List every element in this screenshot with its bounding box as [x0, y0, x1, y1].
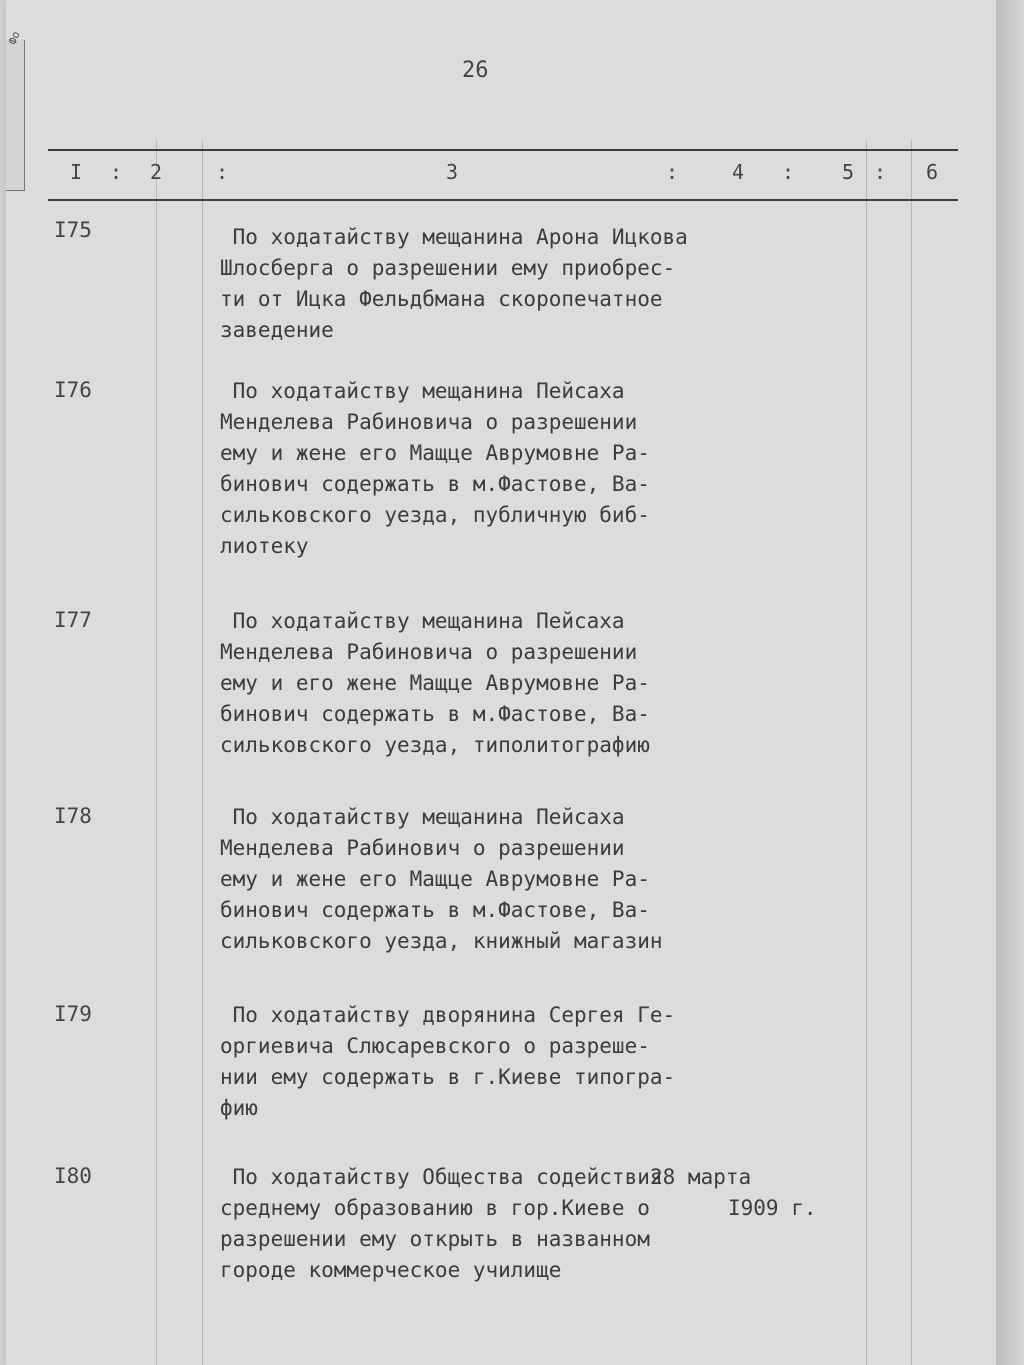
column-header-6: 6	[926, 160, 939, 184]
header-top-rule	[48, 149, 958, 151]
entry-text	[220, 376, 820, 562]
column-separator: :	[666, 160, 679, 184]
entry-text	[220, 802, 820, 957]
entry-line: Менделева Рабинович о разрешении	[220, 836, 625, 860]
entry-line: сильковского уезда, публичную биб-	[220, 503, 650, 527]
date-line: 28 марта	[650, 1165, 752, 1189]
column-divider	[202, 140, 203, 1365]
entry-text	[220, 222, 820, 346]
entry-line: Менделева Рабиновича о разрешении	[220, 410, 638, 434]
entry-line: ти от Ицка Фельдбмана скоропечатное	[220, 287, 663, 311]
entry-line: разрешении ему открыть в названном	[220, 1227, 650, 1251]
edge-label: Фо	[6, 29, 23, 47]
entry-line: ему и жене его Мащце Аврумовне Ра-	[220, 867, 650, 891]
column-header-1: I	[70, 160, 83, 184]
entry-line: сильковского уезда, книжный магазин	[220, 929, 663, 953]
entry-line: бинович содержать в м.Фастове, Ва-	[220, 472, 650, 496]
entry-line: оргиевича Слюсаревского о разреше-	[220, 1034, 650, 1058]
entry-line: сильковского уезда, типолитографию	[220, 733, 650, 757]
entry-number: I79	[54, 1002, 92, 1026]
entry-line: лиотеку	[220, 534, 309, 558]
column-header-2: 2	[150, 160, 163, 184]
entry-line: По ходатайству мещанина Арона Ицкова	[220, 225, 688, 249]
entry-number: I75	[54, 218, 92, 242]
date-line: I909 г.	[728, 1196, 817, 1220]
entry-line: ему и жене его Мащце Аврумовне Ра-	[220, 441, 650, 465]
entry-line: По ходатайству мещанина Пейсаха	[220, 609, 625, 633]
column-header-5: 5	[842, 160, 855, 184]
entry-number: I78	[54, 804, 92, 828]
header-bottom-rule	[48, 199, 958, 201]
entry-number: I77	[54, 608, 92, 632]
entry-number: I80	[54, 1164, 92, 1188]
entry-number: I76	[54, 378, 92, 402]
page-edge	[996, 0, 1024, 1365]
entry-line: городе коммерческое училище	[220, 1258, 562, 1282]
page-number: 26	[462, 58, 489, 83]
entry-line: ему и его жене Мащце Аврумовне Ра-	[220, 671, 650, 695]
left-edge-strip	[6, 40, 25, 191]
entry-line: По ходатайству Общества содействия	[220, 1165, 663, 1189]
entry-line: фию	[220, 1096, 258, 1120]
column-divider	[156, 140, 157, 1365]
column-separator: :	[874, 160, 887, 184]
entry-text	[220, 606, 820, 761]
entry-line: заведение	[220, 318, 334, 342]
column-separator: :	[216, 160, 229, 184]
entry-line: По ходатайству дворянина Сергея Ге-	[220, 1003, 676, 1027]
entry-text	[220, 1162, 663, 1286]
entry-line: бинович содержать в м.Фастове, Ва-	[220, 898, 650, 922]
document-page	[6, 0, 996, 1365]
column-separator: :	[110, 160, 123, 184]
entry-date	[650, 1162, 817, 1224]
entry-text	[220, 1000, 820, 1124]
entry-line: Менделева Рабиновича о разрешении	[220, 640, 638, 664]
column-divider	[866, 140, 867, 1365]
column-header-4: 4	[732, 160, 745, 184]
entry-line: По ходатайству мещанина Пейсаха	[220, 805, 625, 829]
column-divider	[911, 140, 912, 1365]
entry-line: нии ему содержать в г.Киеве типогра-	[220, 1065, 676, 1089]
entry-line: Шлосберга о разрешении ему приобрес-	[220, 256, 676, 280]
entry-line: бинович содержать в м.Фастове, Ва-	[220, 702, 650, 726]
column-header-3: 3	[446, 160, 459, 184]
entry-line: По ходатайству мещанина Пейсаха	[220, 379, 625, 403]
column-separator: :	[782, 160, 795, 184]
entry-line: среднему образованию в гор.Киеве о	[220, 1196, 650, 1220]
